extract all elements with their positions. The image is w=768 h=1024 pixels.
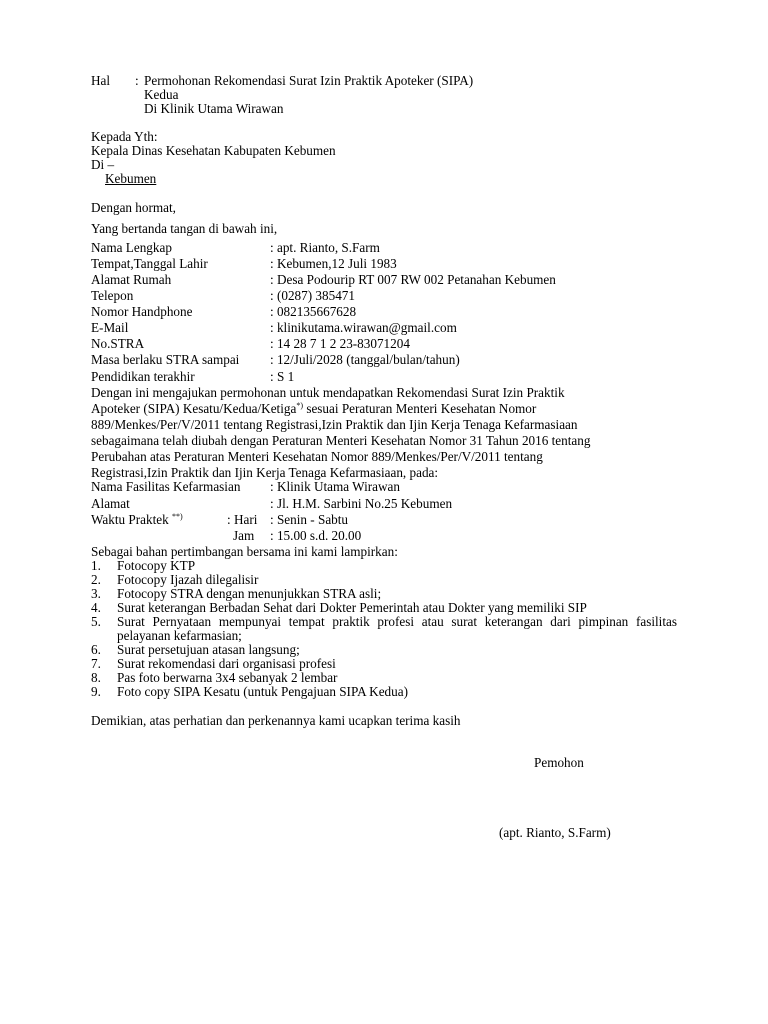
list-text: Surat Pernyataan mempunyai tempat praktik profesi atau surat keterangan dari pimpinan fasilitas pelayanan kefarmasian; — [117, 614, 677, 643]
facility-name-label: Nama Fasilitas Kefarmasian — [91, 479, 241, 494]
paragraph-text: Apoteker (SIPA) Kesatu/Kedua/Ketiga — [91, 401, 297, 416]
subject-line-1: Permohonan Rekomendasi Surat Izin Praktik Apoteker (SIPA) — [144, 73, 474, 88]
list-number: 3. — [91, 586, 101, 601]
list-number: 6. — [91, 642, 101, 657]
applicant-label: E-Mail — [91, 320, 129, 335]
greeting: Dengan hormat, — [91, 200, 176, 215]
applicant-label: Nama Lengkap — [91, 240, 172, 255]
recipient-line-2: Kepala Dinas Kesehatan Kabupaten Kebumen — [91, 143, 336, 158]
paragraph-line: Registrasi,Izin Praktik dan Ijin Kerja Tenaga Kefarmasiaan, pada: — [91, 465, 439, 480]
list-item — [91, 685, 677, 699]
list-item — [91, 615, 677, 643]
applicant-value: : 12/Juli/2028 (tanggal/bulan/tahun) — [270, 352, 460, 367]
list-text: Fotocopy KTP — [117, 558, 196, 573]
facility-address-label: Alamat — [91, 496, 130, 511]
applicant-label: Tempat,Tanggal Lahir — [91, 256, 208, 271]
request-paragraph — [91, 385, 677, 481]
applicant-value: : S 1 — [270, 369, 295, 384]
list-number: 1. — [91, 558, 101, 573]
list-number: 5. — [91, 614, 101, 629]
list-item — [91, 587, 677, 601]
practice-hour-value: : 15.00 s.d. 20.00 — [270, 528, 362, 543]
recipient-city: Kebumen — [105, 171, 157, 186]
practice-hour-label: Jam — [233, 528, 255, 543]
attachments-intro: Sebagai bahan pertimbangan bersama ini kami lampirkan: — [91, 544, 398, 559]
list-text: Fotocopy Ijazah dilegalisir — [117, 572, 259, 587]
list-item — [91, 559, 677, 573]
list-text: Surat keterangan Berbadan Sehat dari Dokter Pemerintah atau Dokter yang memiliki SIP — [117, 600, 587, 615]
applicant-label: Nomor Handphone — [91, 304, 193, 319]
paragraph-line: sebagaimana telah diubah dengan Peraturan Menteri Kesehatan Nomor 31 Tahun 2016 tentang — [91, 433, 591, 448]
list-number: 9. — [91, 684, 101, 699]
applicant-label: Pendidikan terakhir — [91, 369, 195, 384]
paragraph-line — [91, 401, 677, 417]
applicant-label: Alamat Rumah — [91, 272, 172, 287]
signature-name: (apt. Rianto, S.Farm) — [499, 825, 611, 840]
list-text: Surat rekomendasi dari organisasi profesi — [117, 656, 336, 671]
list-item — [91, 657, 677, 671]
practice-time-label — [91, 512, 183, 528]
list-text: Pas foto berwarna 3x4 sebanyak 2 lembar — [117, 670, 338, 685]
list-item — [91, 643, 677, 657]
subject-line-2: Kedua — [144, 87, 179, 102]
applicant-value: : klinikutama.wirawan@gmail.com — [270, 320, 457, 335]
footnote-mark: **) — [171, 512, 183, 521]
paragraph-line: Perubahan atas Peraturan Menteri Kesehatan Nomor 889/Menkes/Per/V/2011 tentang — [91, 449, 543, 464]
attachments-list — [91, 559, 677, 699]
list-number: 8. — [91, 670, 101, 685]
list-item — [91, 573, 677, 587]
signature-title: Pemohon — [534, 755, 584, 770]
list-item — [91, 671, 677, 685]
practice-day-value: : Senin - Sabtu — [270, 512, 349, 527]
practice-day-label: : Hari — [227, 512, 258, 527]
practice-time-text: Waktu Praktek — [91, 512, 169, 527]
list-number: 7. — [91, 656, 101, 671]
list-text: Surat persetujuan atasan langsung; — [117, 642, 300, 657]
applicant-value: : Kebumen,12 Juli 1983 — [270, 256, 397, 271]
subject-line-3: Di Klinik Utama Wirawan — [144, 101, 284, 116]
applicant-value: : apt. Rianto, S.Farm — [270, 240, 380, 255]
facility-name-value: : Klinik Utama Wirawan — [270, 479, 400, 494]
recipient-line-1: Kepada Yth: — [91, 129, 158, 144]
list-item — [91, 601, 677, 615]
paragraph-line: 889/Menkes/Per/V/2011 tentang Registrasi,Izin Praktik dan Ijin Kerja Tenaga Kefarmasiaan — [91, 417, 578, 432]
applicant-label: No.STRA — [91, 336, 145, 351]
paragraph-line: Dengan ini mengajukan permohonan untuk mendapatkan Rekomendasi Surat Izin Praktik — [91, 385, 565, 400]
paragraph-text: sesuai Peraturan Menteri Kesehatan Nomor — [303, 401, 537, 416]
applicant-value: : (0287) 385471 — [270, 288, 355, 303]
subject-label: Hal — [91, 73, 111, 88]
applicant-label: Masa berlaku STRA sampai — [91, 352, 240, 367]
footnote-mark: *) — [296, 401, 304, 410]
list-number: 2. — [91, 572, 101, 587]
applicant-label: Telepon — [91, 288, 134, 303]
list-number: 4. — [91, 600, 101, 615]
applicant-value: : 14 28 7 1 2 23-83071204 — [270, 336, 410, 351]
list-text: Foto copy SIPA Kesatu (untuk Pengajuan SIPA Kedua) — [117, 684, 408, 699]
intro-text: Yang bertanda tangan di bawah ini, — [91, 221, 278, 236]
applicant-value: : Desa Podourip RT 007 RW 002 Petanahan Kebumen — [270, 272, 556, 287]
list-text: Fotocopy STRA dengan menunjukkan STRA asli; — [117, 586, 382, 601]
subject-colon: : — [135, 73, 139, 88]
recipient-line-3: Di – — [91, 157, 115, 172]
closing-text: Demikian, atas perhatian dan perkenannya kami ucapkan terima kasih — [91, 713, 461, 728]
applicant-value: : 082135667628 — [270, 304, 357, 319]
facility-address-value: : Jl. H.M. Sarbini No.25 Kebumen — [270, 496, 453, 511]
